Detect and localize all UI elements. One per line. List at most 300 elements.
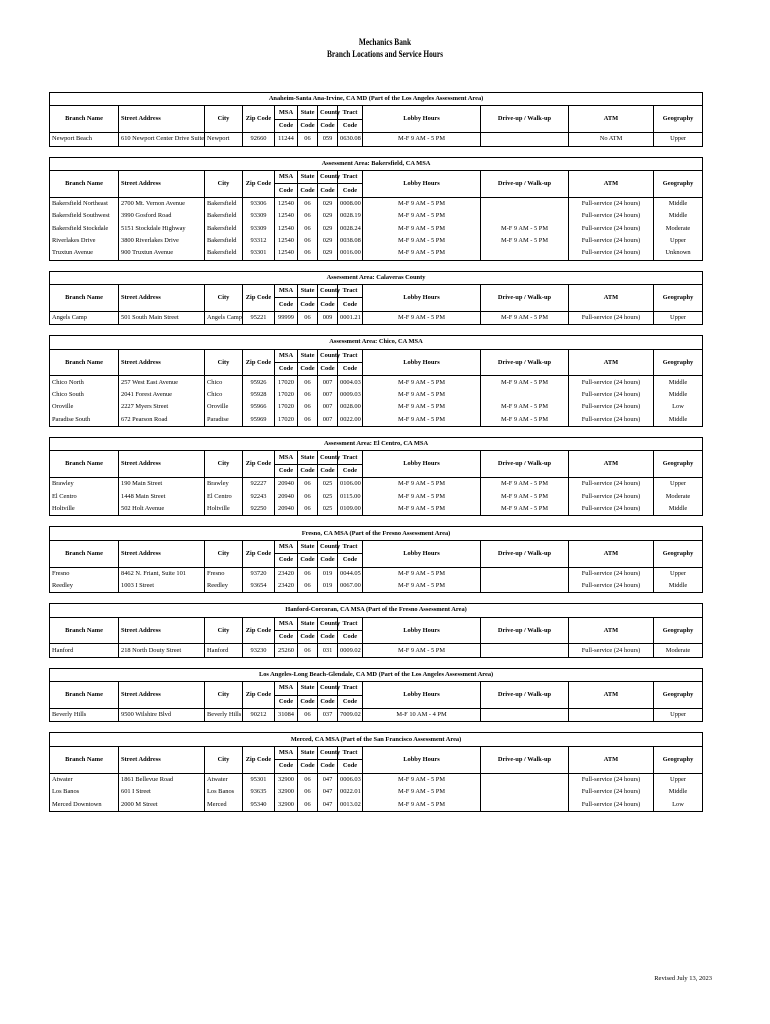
table-row [50, 247, 703, 260]
geography-cell: Upper [654, 311, 703, 324]
lobby-hours-header: Lobby Hours [363, 682, 481, 709]
zip-code-header: Zip Code [243, 746, 275, 773]
city-header: City [205, 617, 243, 644]
geography-header: Geography [654, 540, 703, 567]
county-code-header: County [318, 349, 338, 362]
atm-cell: Full-service (24 hours) [569, 786, 654, 798]
drive-up-header: Drive-up / Walk-up [481, 682, 569, 709]
street-address-cell: 9500 Wilshire Blvd [119, 709, 205, 722]
atm-cell [569, 709, 654, 722]
drive-up-hours-cell [481, 786, 569, 798]
geography-cell: Upper [654, 709, 703, 722]
table-row [50, 210, 703, 222]
msa-code-cell: 17020 [275, 414, 298, 427]
lobby-hours-cell: M-F 9 AM - 5 PM [363, 247, 481, 260]
msa-code-header: MSA [275, 451, 298, 464]
drive-up-header: Drive-up / Walk-up [481, 540, 569, 567]
column-header-row [50, 170, 703, 183]
atm-cell: Full-service (24 hours) [569, 491, 654, 503]
state-code-cell: 06 [298, 580, 318, 593]
city-cell: Bakersfield [205, 197, 243, 210]
geography-cell: Moderate [654, 223, 703, 235]
tract-code-header-sub: Code [338, 760, 363, 773]
tract-code-cell: 0630.08 [338, 133, 363, 146]
zip-code-header: Zip Code [243, 617, 275, 644]
tract-code-cell: 0028.24 [338, 223, 363, 235]
drive-up-hours-cell: M-F 9 AM - 5 PM [481, 235, 569, 247]
table-row [50, 567, 703, 580]
lobby-hours-header: Lobby Hours [363, 451, 481, 478]
table-row [50, 786, 703, 798]
atm-header: ATM [569, 170, 654, 197]
branch-name-cell: Angels Camp [50, 311, 119, 324]
drive-up-hours-cell: M-F 9 AM - 5 PM [481, 376, 569, 389]
table-row [50, 580, 703, 593]
street-address-cell: 2700 Mt. Vernon Avenue [119, 197, 205, 210]
county-code-cell: 029 [318, 210, 338, 222]
section-title: Assessment Area: Calaveras County [50, 271, 703, 284]
section-title: Assessment Area: Bakersfield, CA MSA [50, 157, 703, 170]
atm-cell: Full-service (24 hours) [569, 798, 654, 811]
state-code-cell: 06 [298, 389, 318, 401]
drive-up-hours-cell [481, 210, 569, 222]
tract-code-header-sub: Code [338, 363, 363, 376]
atm-cell: Full-service (24 hours) [569, 567, 654, 580]
table-row [50, 414, 703, 427]
lobby-hours-header: Lobby Hours [363, 540, 481, 567]
atm-cell: Full-service (24 hours) [569, 401, 654, 413]
city-cell: Beverly Hills [205, 709, 243, 722]
section-block [49, 92, 702, 147]
table-row [50, 773, 703, 786]
section-block [49, 335, 702, 427]
drive-up-hours-cell: M-F 9 AM - 5 PM [481, 478, 569, 491]
city-header: City [205, 285, 243, 312]
drive-up-hours-cell [481, 709, 569, 722]
atm-cell: Full-service (24 hours) [569, 503, 654, 516]
county-code-cell: 029 [318, 235, 338, 247]
table-row [50, 389, 703, 401]
drive-up-header: Drive-up / Walk-up [481, 285, 569, 312]
street-address-cell: 502 Holt Avenue [119, 503, 205, 516]
section-title: Fresno, CA MSA (Part of the Fresno Assessment Area) [50, 527, 703, 540]
state-code-cell: 06 [298, 773, 318, 786]
lobby-hours-cell: M-F 9 AM - 5 PM [363, 414, 481, 427]
branch-table [49, 271, 703, 326]
state-code-cell: 06 [298, 247, 318, 260]
state-code-cell: 06 [298, 197, 318, 210]
table-row [50, 197, 703, 210]
table-row [50, 376, 703, 389]
zip-code-header: Zip Code [243, 349, 275, 376]
table-row [50, 235, 703, 247]
tract-code-header: Tract [338, 617, 363, 630]
city-cell: Angels Camp [205, 311, 243, 324]
branch-name-header: Branch Name [50, 451, 119, 478]
geography-cell: Middle [654, 786, 703, 798]
city-cell: Holtville [205, 503, 243, 516]
zip-code-cell: 93720 [243, 567, 275, 580]
section-block [49, 603, 702, 658]
lobby-hours-cell: M-F 9 AM - 5 PM [363, 197, 481, 210]
tract-code-cell: 0004.03 [338, 376, 363, 389]
msa-code-header: MSA [275, 106, 298, 119]
lobby-hours-header: Lobby Hours [363, 170, 481, 197]
city-cell: Hanford [205, 644, 243, 657]
city-cell: Fresno [205, 567, 243, 580]
document-title: Branch Locations and Service Hours [326, 49, 444, 59]
drive-up-hours-cell: M-F 9 AM - 5 PM [481, 491, 569, 503]
state-code-header: State [298, 349, 318, 362]
state-code-header-sub: Code [298, 760, 318, 773]
msa-code-cell: 12540 [275, 247, 298, 260]
street-address-cell: 2000 M Street [119, 798, 205, 811]
city-cell: Bakersfield [205, 223, 243, 235]
column-header-row [50, 106, 703, 119]
geography-cell: Middle [654, 376, 703, 389]
tract-code-cell: 0022.01 [338, 786, 363, 798]
msa-code-header-sub: Code [275, 298, 298, 311]
msa-code-cell: 32900 [275, 773, 298, 786]
tract-code-cell: 0067.00 [338, 580, 363, 593]
msa-code-header: MSA [275, 170, 298, 183]
county-code-header: County [318, 746, 338, 759]
column-header-row [50, 285, 703, 298]
msa-code-cell: 99999 [275, 311, 298, 324]
msa-code-cell: 20940 [275, 491, 298, 503]
county-code-header-sub: Code [318, 119, 338, 132]
city-header: City [205, 746, 243, 773]
zip-code-cell: 93309 [243, 210, 275, 222]
zip-code-cell: 93635 [243, 786, 275, 798]
zip-code-cell: 95301 [243, 773, 275, 786]
branch-name-cell: Merced Downtown [50, 798, 119, 811]
zip-code-cell: 95928 [243, 389, 275, 401]
county-code-cell: 025 [318, 503, 338, 516]
branch-name-cell: Beverly Hills [50, 709, 119, 722]
tract-code-cell: 0016.00 [338, 247, 363, 260]
street-address-cell: 672 Pearson Road [119, 414, 205, 427]
lobby-hours-cell: M-F 10 AM - 4 PM [363, 709, 481, 722]
lobby-hours-header: Lobby Hours [363, 349, 481, 376]
section-title-row [50, 157, 703, 170]
zip-code-cell: 92660 [243, 133, 275, 146]
msa-code-header-sub: Code [275, 119, 298, 132]
geography-cell: Low [654, 401, 703, 413]
section-title-row [50, 336, 703, 349]
tract-code-header: Tract [338, 746, 363, 759]
drive-up-hours-cell [481, 798, 569, 811]
drive-up-hours-cell: M-F 9 AM - 5 PM [481, 401, 569, 413]
state-code-cell: 06 [298, 376, 318, 389]
lobby-hours-header: Lobby Hours [363, 106, 481, 133]
state-code-cell: 06 [298, 401, 318, 413]
county-code-header-sub: Code [318, 363, 338, 376]
street-address-cell: 218 North Douty Street [119, 644, 205, 657]
state-code-cell: 06 [298, 210, 318, 222]
state-code-header-sub: Code [298, 464, 318, 477]
geography-cell: Middle [654, 580, 703, 593]
msa-code-header-sub: Code [275, 760, 298, 773]
zip-code-header: Zip Code [243, 170, 275, 197]
county-code-header-sub: Code [318, 760, 338, 773]
city-cell: Chico [205, 376, 243, 389]
zip-code-cell: 93654 [243, 580, 275, 593]
geography-header: Geography [654, 746, 703, 773]
branch-name-header: Branch Name [50, 106, 119, 133]
msa-code-header: MSA [275, 285, 298, 298]
tract-code-header-sub: Code [338, 184, 363, 197]
city-header: City [205, 682, 243, 709]
county-code-cell: 019 [318, 580, 338, 593]
atm-header: ATM [569, 349, 654, 376]
county-code-cell: 019 [318, 567, 338, 580]
tract-code-header-sub: Code [338, 298, 363, 311]
zip-code-cell: 93301 [243, 247, 275, 260]
msa-code-cell: 11244 [275, 133, 298, 146]
msa-code-cell: 25260 [275, 644, 298, 657]
lobby-hours-header: Lobby Hours [363, 285, 481, 312]
branch-name-cell: Bakersfield Southwest [50, 210, 119, 222]
zip-code-cell: 92250 [243, 503, 275, 516]
state-code-cell: 06 [298, 478, 318, 491]
tract-code-cell: 0044.05 [338, 567, 363, 580]
msa-code-header-sub: Code [275, 695, 298, 708]
city-header: City [205, 451, 243, 478]
branch-name-header: Branch Name [50, 349, 119, 376]
county-code-header-sub: Code [318, 554, 338, 567]
section-block [49, 271, 702, 326]
street-address-header: Street Address [119, 349, 205, 376]
section-title: Assessment Area: El Centro, CA MSA [50, 437, 703, 450]
state-code-header-sub: Code [298, 363, 318, 376]
column-header-row [50, 540, 703, 553]
street-address-cell: 3990 Gosford Road [119, 210, 205, 222]
branch-table [49, 157, 703, 261]
drive-up-hours-cell [481, 644, 569, 657]
section-title: Los Angeles-Long Beach-Glendale, CA MD (Part of the Los Angeles Assessment Area) [50, 668, 703, 681]
geography-header: Geography [654, 170, 703, 197]
section-block [49, 526, 702, 593]
drive-up-hours-cell [481, 567, 569, 580]
drive-up-hours-cell [481, 580, 569, 593]
tract-code-header: Tract [338, 106, 363, 119]
state-code-cell: 06 [298, 709, 318, 722]
tract-code-header-sub: Code [338, 554, 363, 567]
lobby-hours-header: Lobby Hours [363, 746, 481, 773]
branch-name-cell: Chico North [50, 376, 119, 389]
page-header [0, 36, 770, 60]
drive-up-hours-cell: M-F 9 AM - 5 PM [481, 414, 569, 427]
zip-code-header: Zip Code [243, 285, 275, 312]
county-code-header: County [318, 617, 338, 630]
atm-cell: Full-service (24 hours) [569, 414, 654, 427]
section-block [49, 732, 702, 811]
section-title-row [50, 668, 703, 681]
city-cell: Oroville [205, 401, 243, 413]
atm-header: ATM [569, 746, 654, 773]
lobby-hours-cell: M-F 9 AM - 5 PM [363, 235, 481, 247]
state-code-header: State [298, 746, 318, 759]
county-code-header-sub: Code [318, 464, 338, 477]
county-code-cell: 047 [318, 773, 338, 786]
msa-code-header: MSA [275, 349, 298, 362]
drive-up-hours-cell: M-F 9 AM - 5 PM [481, 311, 569, 324]
table-row [50, 709, 703, 722]
branch-name-header: Branch Name [50, 617, 119, 644]
atm-header: ATM [569, 682, 654, 709]
atm-cell: Full-service (24 hours) [569, 223, 654, 235]
tract-code-header-sub: Code [338, 119, 363, 132]
state-code-cell: 06 [298, 491, 318, 503]
branch-table [49, 526, 703, 593]
zip-code-cell: 93230 [243, 644, 275, 657]
state-code-cell: 06 [298, 414, 318, 427]
table-row [50, 478, 703, 491]
geography-cell: Upper [654, 773, 703, 786]
state-code-cell: 06 [298, 503, 318, 516]
tract-code-cell: 0006.03 [338, 773, 363, 786]
city-cell: Chico [205, 389, 243, 401]
lobby-hours-cell: M-F 9 AM - 5 PM [363, 644, 481, 657]
geography-cell: Moderate [654, 644, 703, 657]
msa-code-cell: 17020 [275, 401, 298, 413]
geography-cell: Upper [654, 133, 703, 146]
drive-up-header: Drive-up / Walk-up [481, 451, 569, 478]
section-block [49, 157, 702, 261]
msa-code-cell: 12540 [275, 235, 298, 247]
msa-code-cell: 31084 [275, 709, 298, 722]
street-address-cell: 8462 N. Friant, Suite 101 [119, 567, 205, 580]
lobby-hours-cell: M-F 9 AM - 5 PM [363, 580, 481, 593]
table-row [50, 311, 703, 324]
county-code-cell: 007 [318, 414, 338, 427]
table-row [50, 491, 703, 503]
geography-header: Geography [654, 451, 703, 478]
county-code-cell: 007 [318, 376, 338, 389]
msa-code-header-sub: Code [275, 464, 298, 477]
msa-code-cell: 32900 [275, 798, 298, 811]
msa-code-cell: 12540 [275, 197, 298, 210]
street-address-cell: 190 Main Street [119, 478, 205, 491]
county-code-header-sub: Code [318, 631, 338, 644]
geography-cell: Unknown [654, 247, 703, 260]
lobby-hours-cell: M-F 9 AM - 5 PM [363, 567, 481, 580]
column-header-row [50, 349, 703, 362]
tract-code-cell: 0008.00 [338, 197, 363, 210]
tract-code-header-sub: Code [338, 464, 363, 477]
street-address-cell: 601 I Street [119, 786, 205, 798]
geography-cell: Middle [654, 503, 703, 516]
zip-code-header: Zip Code [243, 682, 275, 709]
lobby-hours-cell: M-F 9 AM - 5 PM [363, 311, 481, 324]
msa-code-header: MSA [275, 682, 298, 695]
geography-header: Geography [654, 682, 703, 709]
branch-name-cell: Hanford [50, 644, 119, 657]
msa-code-header: MSA [275, 540, 298, 553]
zip-code-cell: 95926 [243, 376, 275, 389]
drive-up-hours-cell [481, 133, 569, 146]
bank-name: Mechanics Bank [358, 37, 412, 47]
lobby-hours-cell: M-F 9 AM - 5 PM [363, 773, 481, 786]
lobby-hours-cell: M-F 9 AM - 5 PM [363, 389, 481, 401]
street-address-header: Street Address [119, 746, 205, 773]
geography-header: Geography [654, 285, 703, 312]
county-code-cell: 047 [318, 798, 338, 811]
branch-name-cell: Bakersfield Stockdale [50, 223, 119, 235]
street-address-header: Street Address [119, 106, 205, 133]
tract-code-cell: 0109.00 [338, 503, 363, 516]
street-address-header: Street Address [119, 170, 205, 197]
geography-cell: Upper [654, 235, 703, 247]
msa-code-header: MSA [275, 617, 298, 630]
table-row [50, 503, 703, 516]
atm-cell: Full-service (24 hours) [569, 247, 654, 260]
city-cell: Reedley [205, 580, 243, 593]
section-title: Anaheim-Santa Ana-Irvine, CA MD (Part of the Los Angeles Assessment Area) [50, 93, 703, 106]
county-code-cell: 025 [318, 491, 338, 503]
state-code-cell: 06 [298, 235, 318, 247]
zip-code-header: Zip Code [243, 540, 275, 567]
city-header: City [205, 349, 243, 376]
branch-name-cell: Reedley [50, 580, 119, 593]
tract-code-header: Tract [338, 540, 363, 553]
tract-code-header-sub: Code [338, 631, 363, 644]
atm-cell: Full-service (24 hours) [569, 773, 654, 786]
branch-name-cell: Los Banos [50, 786, 119, 798]
geography-cell: Middle [654, 197, 703, 210]
branch-name-cell: Atwater [50, 773, 119, 786]
atm-header: ATM [569, 540, 654, 567]
street-address-cell: 610 Newport Center Drive Suite [119, 133, 205, 146]
branch-name-header: Branch Name [50, 170, 119, 197]
lobby-hours-cell: M-F 9 AM - 5 PM [363, 376, 481, 389]
branch-table [49, 92, 703, 147]
atm-cell: Full-service (24 hours) [569, 389, 654, 401]
zip-code-header: Zip Code [243, 106, 275, 133]
branch-table [49, 668, 703, 723]
branch-table [49, 335, 703, 427]
msa-code-cell: 17020 [275, 376, 298, 389]
geography-header: Geography [654, 617, 703, 644]
msa-code-cell: 20940 [275, 503, 298, 516]
lobby-hours-cell: M-F 9 AM - 5 PM [363, 133, 481, 146]
msa-code-cell: 32900 [275, 786, 298, 798]
table-row [50, 223, 703, 235]
branch-name-cell: Truxtun Avenue [50, 247, 119, 260]
atm-cell: Full-service (24 hours) [569, 376, 654, 389]
street-address-cell: 2041 Forest Avenue [119, 389, 205, 401]
msa-code-header-sub: Code [275, 554, 298, 567]
county-code-header: County [318, 285, 338, 298]
street-address-header: Street Address [119, 617, 205, 644]
zip-code-cell: 95340 [243, 798, 275, 811]
table-row [50, 798, 703, 811]
msa-code-cell: 12540 [275, 210, 298, 222]
city-cell: Atwater [205, 773, 243, 786]
column-header-row [50, 451, 703, 464]
column-header-row [50, 746, 703, 759]
street-address-cell: 3800 Riverlakes Drive [119, 235, 205, 247]
state-code-header: State [298, 540, 318, 553]
atm-header: ATM [569, 451, 654, 478]
atm-cell: Full-service (24 hours) [569, 644, 654, 657]
branch-name-cell: Paradise South [50, 414, 119, 427]
tract-code-cell: 0013.02 [338, 798, 363, 811]
branch-table [49, 603, 703, 658]
city-cell: Paradise [205, 414, 243, 427]
street-address-header: Street Address [119, 451, 205, 478]
